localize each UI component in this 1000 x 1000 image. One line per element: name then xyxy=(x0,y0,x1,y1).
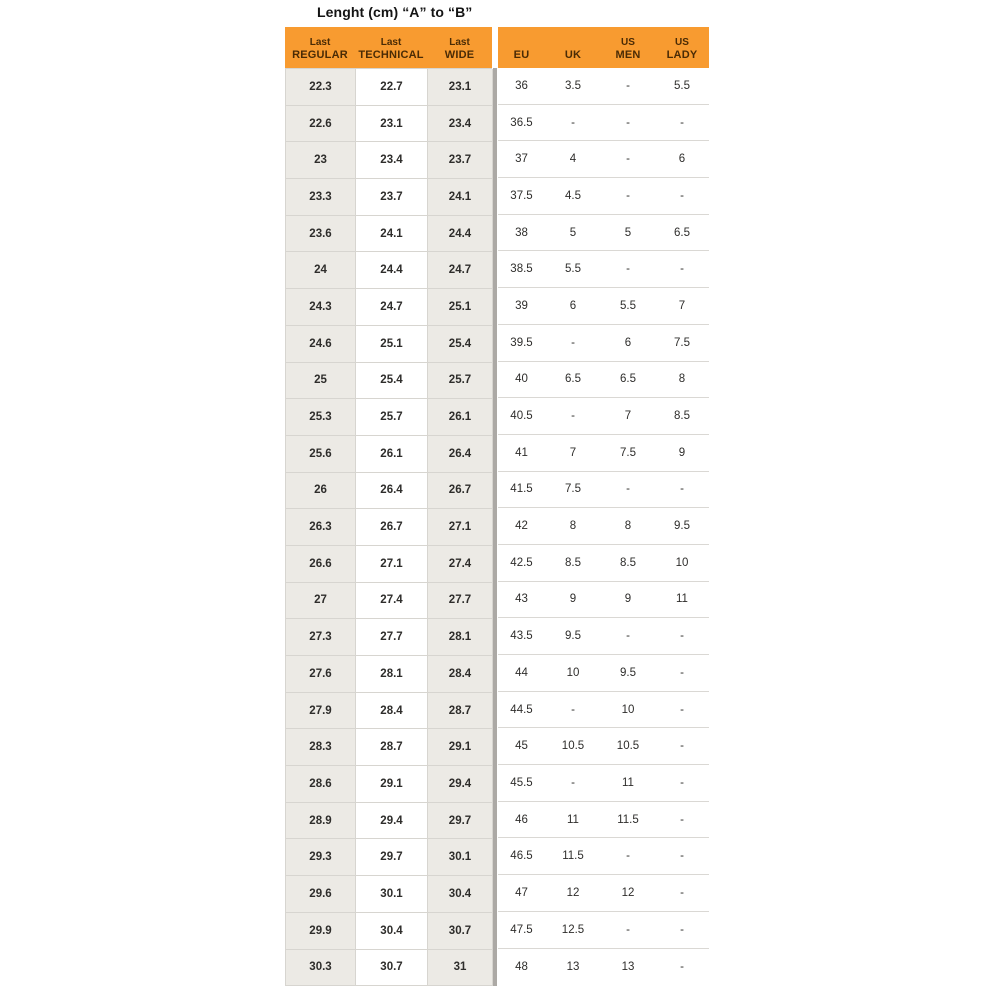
cell-last-regular: 24 xyxy=(286,252,356,289)
cell-last-wide: 23.7 xyxy=(428,142,493,179)
cell-us-lady: - xyxy=(680,263,684,276)
cell-uk: - xyxy=(571,336,575,349)
cell-last-technical: 28.7 xyxy=(356,729,428,766)
header-us-lady xyxy=(655,27,709,68)
separator-bar xyxy=(493,68,497,986)
left-table-body xyxy=(285,68,492,986)
table-row xyxy=(498,618,709,655)
cell-last-technical: 29.1 xyxy=(356,766,428,803)
cell-last-technical: 28.1 xyxy=(356,656,428,693)
cell-uk: 12 xyxy=(566,886,580,899)
cell-eu: 38.5 xyxy=(510,263,533,276)
cell-eu: 44 xyxy=(515,666,528,679)
sizes-header xyxy=(498,27,709,68)
cell-eu: 41 xyxy=(515,446,528,459)
cell-last-technical: 27.4 xyxy=(356,583,428,620)
table-row xyxy=(498,508,709,545)
cell-last-technical: 23.4 xyxy=(356,142,428,179)
cell-uk: 6 xyxy=(569,299,577,312)
cell-eu: 47 xyxy=(515,886,528,899)
table-row xyxy=(498,802,709,839)
cell-us-lady: - xyxy=(680,776,684,789)
table-row xyxy=(498,765,709,802)
cell-us-men: - xyxy=(626,263,630,276)
cell-us-lady: 7 xyxy=(678,299,686,312)
cell-last-wide: 30.4 xyxy=(428,876,493,913)
cell-last-regular: 26.3 xyxy=(286,509,356,546)
table-row xyxy=(498,728,709,765)
cell-last-wide: 26.7 xyxy=(428,473,493,510)
cell-us-lady: 9.5 xyxy=(674,520,690,533)
cell-us-men: - xyxy=(626,153,630,166)
table-row xyxy=(498,141,709,178)
cell-last-technical: 25.7 xyxy=(356,399,428,436)
cell-us-men: 11.5 xyxy=(617,813,639,826)
header-us-lady-top: US xyxy=(675,37,689,48)
cell-us-men: 10 xyxy=(621,703,635,716)
cell-eu: 41.5 xyxy=(510,483,533,496)
cell-us-men: - xyxy=(626,483,630,496)
cell-last-regular: 24.3 xyxy=(286,289,356,326)
cell-us-men: - xyxy=(626,189,630,202)
cell-last-technical: 22.7 xyxy=(356,69,428,106)
cell-eu: 42 xyxy=(515,520,528,533)
cell-last-technical: 26.4 xyxy=(356,473,428,510)
cell-uk: 10 xyxy=(566,666,580,679)
cell-eu: 46.5 xyxy=(510,850,533,863)
cell-last-technical: 29.4 xyxy=(356,803,428,840)
table-row xyxy=(498,288,709,325)
cell-us-lady: - xyxy=(680,850,684,863)
table-row xyxy=(498,178,709,215)
cell-uk: 8 xyxy=(569,520,577,533)
table-row xyxy=(498,472,709,509)
cell-uk: 9 xyxy=(569,593,577,606)
header-us-men-top: US xyxy=(621,37,635,48)
header-last-wide xyxy=(427,27,492,68)
cell-uk: 10.5 xyxy=(561,740,585,753)
cell-us-men: 9 xyxy=(624,593,632,606)
cell-uk: 5 xyxy=(569,226,577,239)
cell-last-regular: 25.6 xyxy=(286,436,356,473)
cell-us-men: 11 xyxy=(622,776,634,789)
cell-last-regular: 26.6 xyxy=(286,546,356,583)
cell-last-wide: 30.1 xyxy=(428,839,493,876)
header-last-regular xyxy=(285,27,355,68)
table-row xyxy=(498,875,709,912)
cell-last-wide: 26.4 xyxy=(428,436,493,473)
sizes-block xyxy=(498,27,709,986)
cell-us-men: 10.5 xyxy=(616,740,640,753)
cell-eu: 40 xyxy=(515,373,528,386)
cell-us-lady: 11 xyxy=(676,593,688,606)
cell-eu: 39 xyxy=(515,299,528,312)
table-row xyxy=(498,655,709,692)
cell-uk: 8.5 xyxy=(565,556,581,569)
cell-last-wide: 29.1 xyxy=(428,729,493,766)
cell-last-regular: 23.3 xyxy=(286,179,356,216)
cell-last-technical: 27.1 xyxy=(356,546,428,583)
cell-us-men: 12 xyxy=(621,886,635,899)
cell-last-wide: 24.1 xyxy=(428,179,493,216)
cell-eu: 40.5 xyxy=(510,410,533,423)
cell-us-men: 6 xyxy=(624,336,632,349)
cell-us-men: - xyxy=(626,116,630,129)
cell-us-men: - xyxy=(626,923,630,936)
cell-uk: 7.5 xyxy=(565,483,581,496)
cell-last-regular: 24.6 xyxy=(286,326,356,363)
cell-uk: 4 xyxy=(569,153,577,166)
chart-title: Lenght (cm) “A” to “B” xyxy=(317,4,473,20)
cell-last-regular: 29.3 xyxy=(286,839,356,876)
table-row xyxy=(498,398,709,435)
cell-eu: 38 xyxy=(515,226,528,239)
header-last-regular-bottom: REGULAR xyxy=(292,49,348,61)
cell-us-lady: - xyxy=(680,923,684,936)
cell-last-regular: 28.9 xyxy=(286,803,356,840)
cell-eu: 43.5 xyxy=(510,630,533,643)
cell-uk: - xyxy=(571,703,575,716)
table-row xyxy=(498,838,709,875)
cell-us-men: - xyxy=(626,79,630,92)
cell-us-lady: - xyxy=(680,116,684,129)
cell-last-wide: 29.4 xyxy=(428,766,493,803)
cell-last-wide: 29.7 xyxy=(428,803,493,840)
cell-last-regular: 27.9 xyxy=(286,693,356,730)
table-row xyxy=(498,68,709,105)
cell-last-wide: 25.1 xyxy=(428,289,493,326)
cell-us-men: 5 xyxy=(624,226,632,239)
cell-us-lady: - xyxy=(680,666,684,679)
cell-last-regular: 23 xyxy=(286,142,356,179)
cell-uk: - xyxy=(571,776,575,789)
cell-last-technical: 23.1 xyxy=(356,106,428,143)
cell-last-technical: 24.7 xyxy=(356,289,428,326)
cell-last-technical: 26.7 xyxy=(356,509,428,546)
header-last-regular-top: Last xyxy=(309,37,331,48)
cell-us-lady: - xyxy=(680,960,684,973)
cell-last-regular: 23.6 xyxy=(286,216,356,253)
cell-uk: 13 xyxy=(566,960,580,973)
cell-us-lady: - xyxy=(680,630,684,643)
header-eu-bottom: EU xyxy=(513,49,530,61)
cell-us-men: 6.5 xyxy=(620,373,636,386)
cell-uk: 11 xyxy=(567,813,579,826)
cell-us-men: 9.5 xyxy=(620,666,636,679)
cell-us-lady: 6 xyxy=(678,153,686,166)
cell-last-regular: 25 xyxy=(286,363,356,400)
table-row xyxy=(498,582,709,619)
header-last-wide-top: Last xyxy=(449,37,470,48)
cell-last-technical: 30.7 xyxy=(356,950,428,987)
cell-eu: 42.5 xyxy=(510,556,533,569)
cell-last-regular: 30.3 xyxy=(286,950,356,987)
cell-us-lady: 7.5 xyxy=(674,336,690,349)
cell-last-wide: 28.7 xyxy=(428,693,493,730)
cell-uk: - xyxy=(571,410,575,423)
cell-us-lady: 6.5 xyxy=(674,226,690,239)
cell-eu: 37.5 xyxy=(510,189,533,202)
header-last-technical-bottom: TECHNICAL xyxy=(358,49,424,61)
cell-last-technical: 27.7 xyxy=(356,619,428,656)
cell-last-wide: 25.7 xyxy=(428,363,493,400)
cell-us-men: 8.5 xyxy=(620,556,636,569)
cell-last-wide: 23.1 xyxy=(428,69,493,106)
cell-last-technical: 24.4 xyxy=(356,252,428,289)
header-eu xyxy=(498,27,545,68)
cell-uk: - xyxy=(571,116,575,129)
cell-us-lady: - xyxy=(680,886,684,899)
table-row xyxy=(498,325,709,362)
cell-us-men: 5.5 xyxy=(620,299,636,312)
cell-last-wide: 27.7 xyxy=(428,583,493,620)
cell-last-wide: 31 xyxy=(428,950,493,987)
cell-last-regular: 28.3 xyxy=(286,729,356,766)
cell-uk: 5.5 xyxy=(565,263,581,276)
table-row xyxy=(498,362,709,399)
cell-last-regular: 22.6 xyxy=(286,106,356,143)
table-row xyxy=(498,105,709,142)
size-conversion-table xyxy=(285,27,709,986)
cell-last-technical: 30.1 xyxy=(356,876,428,913)
table-row xyxy=(498,545,709,582)
cell-last-regular: 27 xyxy=(286,583,356,620)
cell-last-regular: 25.3 xyxy=(286,399,356,436)
cell-last-technical: 29.7 xyxy=(356,839,428,876)
cell-last-wide: 24.4 xyxy=(428,216,493,253)
table-row xyxy=(498,692,709,729)
table-row xyxy=(498,215,709,252)
last-columns-block xyxy=(285,27,492,986)
cell-last-wide: 27.4 xyxy=(428,546,493,583)
cell-uk: 9.5 xyxy=(565,630,581,643)
cell-eu: 45 xyxy=(515,740,528,753)
right-table-body xyxy=(498,68,709,985)
cell-last-wide: 25.4 xyxy=(428,326,493,363)
header-us-lady-bottom: LADY xyxy=(666,49,698,61)
cell-last-wide: 24.7 xyxy=(428,252,493,289)
cell-last-regular: 29.9 xyxy=(286,913,356,950)
cell-us-men: - xyxy=(626,850,630,863)
cell-last-technical: 25.1 xyxy=(356,326,428,363)
table-row xyxy=(498,912,709,949)
header-us-men-bottom: MEN xyxy=(615,49,641,61)
cell-eu: 48 xyxy=(515,960,528,973)
table-row xyxy=(498,251,709,288)
cell-eu: 36.5 xyxy=(510,116,533,129)
cell-us-men: 7 xyxy=(624,410,632,423)
cell-last-wide: 28.1 xyxy=(428,619,493,656)
cell-us-lady: - xyxy=(680,189,684,202)
cell-last-regular: 29.6 xyxy=(286,876,356,913)
cell-us-lady: 10 xyxy=(675,556,689,569)
cell-us-men: 7.5 xyxy=(620,446,636,459)
cell-eu: 47.5 xyxy=(510,923,533,936)
cell-uk: 6.5 xyxy=(565,373,581,386)
cell-last-technical: 25.4 xyxy=(356,363,428,400)
cell-last-wide: 30.7 xyxy=(428,913,493,950)
cell-last-technical: 26.1 xyxy=(356,436,428,473)
cell-last-technical: 24.1 xyxy=(356,216,428,253)
header-us-men xyxy=(601,27,655,68)
last-columns-header xyxy=(285,27,492,68)
cell-last-regular: 28.6 xyxy=(286,766,356,803)
table-row xyxy=(498,949,709,986)
cell-last-regular: 26 xyxy=(286,473,356,510)
header-uk-bottom: UK xyxy=(564,49,582,61)
cell-last-wide: 23.4 xyxy=(428,106,493,143)
cell-us-lady: 5.5 xyxy=(674,79,690,92)
cell-us-lady: - xyxy=(680,813,684,826)
cell-us-lady: - xyxy=(680,740,684,753)
cell-eu: 45.5 xyxy=(510,776,533,789)
cell-uk: 7 xyxy=(569,446,577,459)
cell-uk: 12.5 xyxy=(561,923,585,936)
cell-us-lady: 9 xyxy=(678,446,686,459)
cell-us-men: 13 xyxy=(621,960,635,973)
cell-eu: 39.5 xyxy=(510,336,533,349)
cell-last-wide: 28.4 xyxy=(428,656,493,693)
cell-last-wide: 27.1 xyxy=(428,509,493,546)
cell-eu: 36 xyxy=(515,79,528,92)
cell-eu: 37 xyxy=(515,153,528,166)
cell-last-regular: 27.3 xyxy=(286,619,356,656)
cell-last-wide: 26.1 xyxy=(428,399,493,436)
cell-last-technical: 23.7 xyxy=(356,179,428,216)
cell-last-regular: 27.6 xyxy=(286,656,356,693)
cell-us-lady: - xyxy=(680,483,684,496)
cell-us-lady: 8 xyxy=(678,373,686,386)
cell-eu: 46 xyxy=(515,813,528,826)
cell-us-lady: 8.5 xyxy=(674,410,690,423)
header-last-technical-top: Last xyxy=(380,37,402,48)
cell-uk: 11.5 xyxy=(562,850,584,863)
cell-last-technical: 30.4 xyxy=(356,913,428,950)
header-last-wide-bottom: WIDE xyxy=(444,49,475,61)
cell-eu: 43 xyxy=(515,593,528,606)
cell-last-regular: 22.3 xyxy=(286,69,356,106)
cell-uk: 4.5 xyxy=(565,189,581,202)
cell-us-lady: - xyxy=(680,703,684,716)
cell-uk: 3.5 xyxy=(565,79,581,92)
cell-eu: 44.5 xyxy=(510,703,533,716)
header-last-technical xyxy=(355,27,427,68)
cell-us-men: - xyxy=(626,630,630,643)
cell-us-men: 8 xyxy=(624,520,632,533)
cell-last-technical: 28.4 xyxy=(356,693,428,730)
header-uk xyxy=(545,27,601,68)
table-row xyxy=(498,435,709,472)
